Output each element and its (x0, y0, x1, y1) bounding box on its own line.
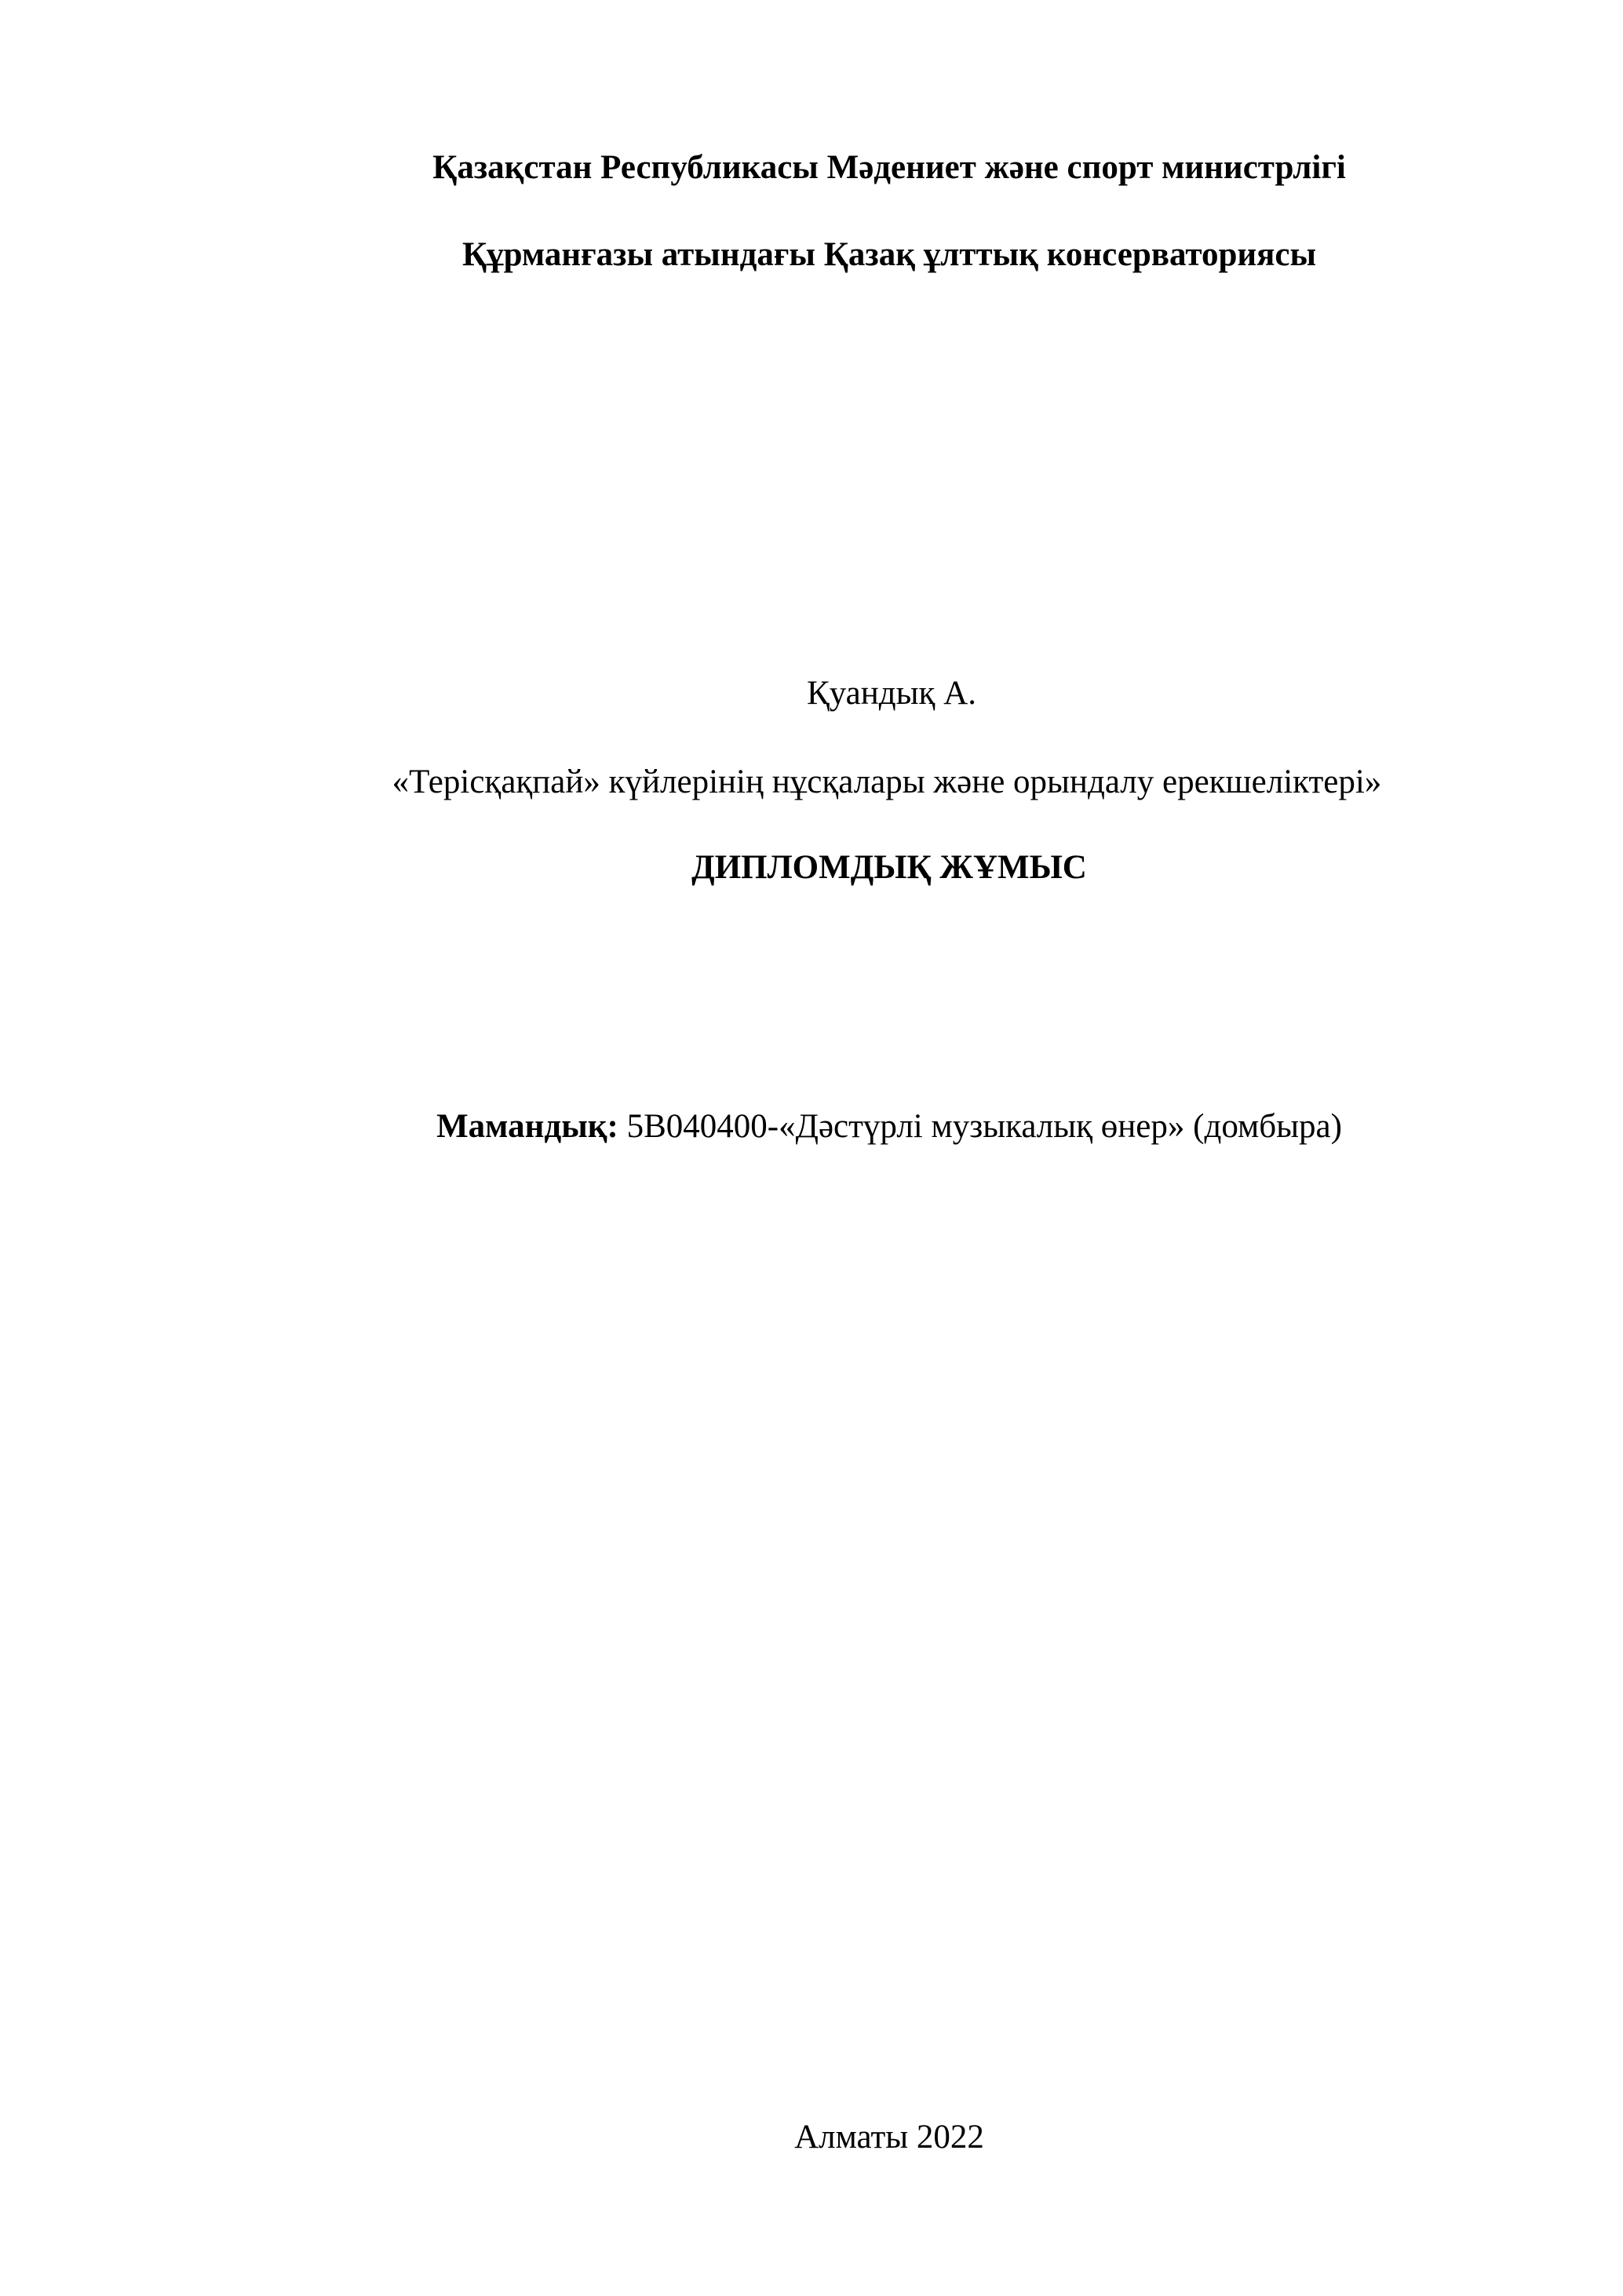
author-name: Қуандық А. (807, 675, 976, 712)
place-year: Алматы 2022 (794, 2119, 984, 2156)
specialty-line (436, 1105, 1342, 1149)
specialty-value: 5В040400-«Дәстүрлі музыкалық өнер» (домбыра) (618, 1108, 1342, 1145)
specialty-label: Мамандық: (436, 1108, 618, 1145)
institution-heading: Құрманғазы атындағы Қазақ ұлттық консерваториясы (461, 236, 1317, 273)
ministry-heading: Қазақстан Республикасы Мәдениет және спорт министрлігі (432, 149, 1346, 186)
work-title: «Терісқақпай» күйлерінің нұсқалары және орындалу ерекшеліктері» (392, 764, 1382, 800)
document-type-title: ДИПЛОМДЫҚ ЖҰМЫС (691, 849, 1087, 886)
